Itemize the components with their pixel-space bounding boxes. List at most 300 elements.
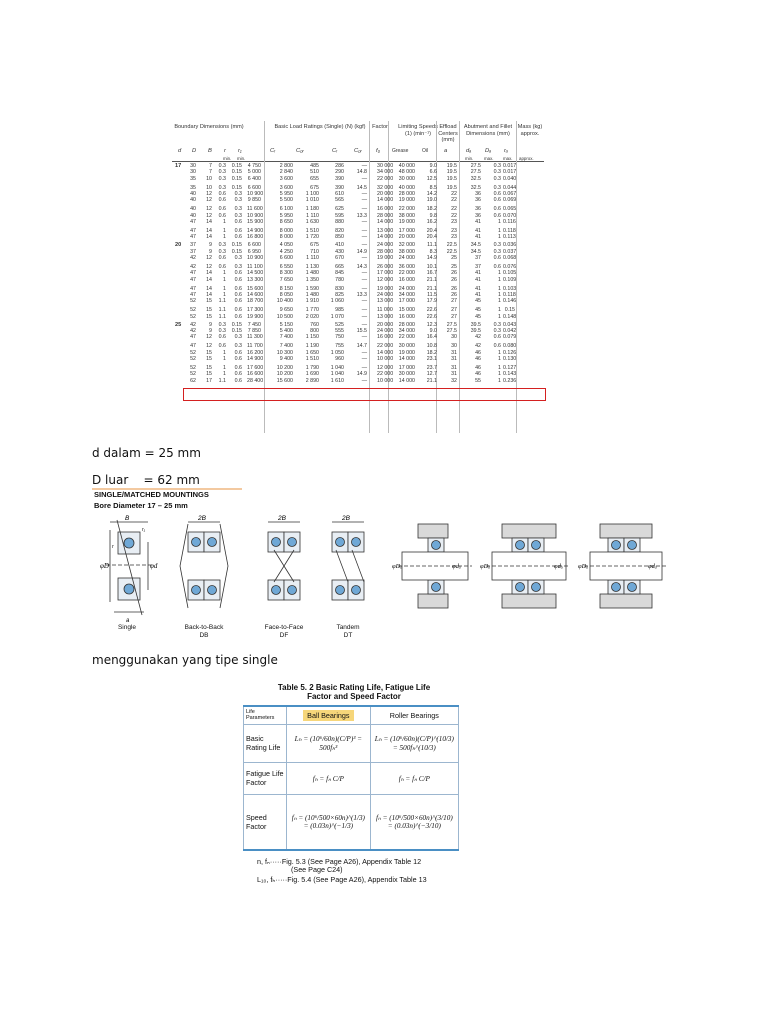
table-cell: 20.4 <box>426 234 437 241</box>
sym-B: B <box>208 148 212 154</box>
table-cell: 4 750 <box>247 163 261 169</box>
table-cell: 10.8 <box>426 343 437 350</box>
table-cell: 0.6 <box>234 307 242 314</box>
table-row <box>172 213 544 219</box>
table-cell: 14 000 <box>398 356 415 362</box>
table-cell: 15 <box>206 356 212 362</box>
table-cell: 31 <box>451 356 457 362</box>
table-cell: 0.3 <box>493 184 501 191</box>
table-cell: — <box>361 255 367 261</box>
table-cell: 31 <box>451 349 457 356</box>
table-row <box>172 191 544 197</box>
table-cell: 1 <box>223 371 226 378</box>
table-cell: 9 850 <box>247 197 261 204</box>
table-cell: 14 000 <box>377 197 394 204</box>
table-cell: 32 000 <box>398 242 415 249</box>
table-cell: 0.3 <box>234 343 242 350</box>
rating-life-table <box>243 683 465 893</box>
table-cell: 8 150 <box>279 285 293 292</box>
table-cell: 20 000 <box>377 190 394 197</box>
table-cell: 47 <box>190 285 196 292</box>
table-cell: 960 <box>335 356 344 362</box>
table-cell: 10 900 <box>247 190 264 197</box>
table-cell: 24 000 <box>377 291 394 298</box>
table-cell: 42 <box>190 328 196 335</box>
table-cell: 47 <box>190 291 196 298</box>
table-cell: 675 <box>310 184 319 191</box>
table-cell: 22 000 <box>398 334 415 341</box>
table-cell: 1 <box>498 365 501 371</box>
bore-diameter: 20 <box>175 242 182 249</box>
table-cell: 6 600 <box>279 255 293 261</box>
row-label: Speed Factor <box>244 794 287 850</box>
table-cell: 17 000 <box>398 365 415 371</box>
table-cell: — <box>361 270 367 277</box>
caption-code: DT <box>343 631 353 639</box>
table-cell: 1 <box>223 285 226 292</box>
table-cell: 17 000 <box>377 270 394 277</box>
table-cell: 7 450 <box>247 321 261 328</box>
table-cell: 28 400 <box>247 377 264 384</box>
table-cell: 1 <box>223 227 226 234</box>
table-cell: 8 300 <box>279 270 293 277</box>
table-cell: 28 000 <box>377 212 394 219</box>
table-row <box>172 228 544 234</box>
table-cell: 710 <box>310 248 319 255</box>
table-cell: 0.043 <box>503 321 517 328</box>
table-cell: 655 <box>310 175 319 182</box>
table-cell: 0.6 <box>234 234 242 241</box>
table-cell: 35 <box>190 175 196 182</box>
table-cell: 485 <box>310 163 319 169</box>
table-cell: 675 <box>310 242 319 249</box>
table-cell: 47 <box>190 218 196 225</box>
note-outer-diameter: D luar = 62 mm <box>92 473 200 487</box>
table-cell: 985 <box>335 307 344 314</box>
table-cell: 825 <box>335 291 344 298</box>
table-cell: 4 250 <box>279 248 293 255</box>
table-cell: 10 400 <box>276 298 293 305</box>
table-cell: 0.6 <box>493 206 501 213</box>
table-cell: 0.065 <box>503 206 517 213</box>
table-cell: 46 <box>475 365 481 371</box>
table-cell: 0.6 <box>218 343 226 350</box>
table-cell: 11 000 <box>377 307 393 314</box>
table-cell: 14 <box>206 218 212 225</box>
tandem-drawing <box>332 522 364 600</box>
table-cell: 0.6 <box>234 298 242 305</box>
table-cell: 7 <box>209 169 212 176</box>
table-cell: 1 110 <box>306 255 319 261</box>
table-cell: — <box>361 377 367 384</box>
table-cell: 6 950 <box>247 248 261 255</box>
table-cell: 0.15 <box>231 321 242 328</box>
table-cell: 0.3 <box>218 248 226 255</box>
table-cell: 14.9 <box>356 248 367 255</box>
table-cell: 1 630 <box>305 218 319 225</box>
table-cell: 37 <box>475 264 481 270</box>
table-cell: 9 <box>209 328 212 335</box>
table-row <box>172 185 544 191</box>
table-cell: 30 000 <box>398 343 415 350</box>
table-cell: 0.113 <box>503 234 516 241</box>
table-cell: 30 000 <box>398 175 415 182</box>
unit-da: min. <box>465 156 474 161</box>
table-cell: 42 <box>190 255 196 261</box>
table-cell: 25 <box>451 255 457 261</box>
table-cell: 1 770 <box>305 307 319 314</box>
table-cell: 0.067 <box>503 190 517 197</box>
bearing-dimension-table <box>172 121 544 433</box>
table-row <box>172 270 544 276</box>
table-cell: 16 600 <box>247 371 264 378</box>
table-cell: 41 <box>475 270 481 277</box>
table-cell: 0.127 <box>503 365 517 371</box>
table-cell: 0.017 <box>503 169 517 176</box>
table-cell: 10 300 <box>276 349 293 356</box>
table-cell: 15 <box>206 371 212 378</box>
label-phi-Da-2: φDₐ <box>480 563 491 570</box>
caption-face-to-face <box>260 624 308 639</box>
header-boundary: Boundary Dimensions (mm) <box>174 124 244 130</box>
table-cell: 1 610 <box>330 377 344 384</box>
table-cell: 595 <box>335 212 344 219</box>
table-cell: 390 <box>335 184 344 191</box>
table-cell: 0.3 <box>493 242 501 249</box>
table-cell: 23 <box>451 218 457 225</box>
table-cell: 10 000 <box>377 356 394 362</box>
table-cell: 15 600 <box>276 377 293 384</box>
table-cell: 0.6 <box>493 197 501 204</box>
table-cell: 7 850 <box>247 328 261 335</box>
table-cell: 17 600 <box>247 365 264 371</box>
table-cell: 1 <box>223 365 226 371</box>
table-cell: 6.6 <box>429 169 437 176</box>
table-cell: 22 <box>451 212 457 219</box>
table-cell: 41 <box>475 276 481 283</box>
table-cell: 14 000 <box>377 349 394 356</box>
table-cell: 625 <box>335 206 344 213</box>
table-cell: 30 000 <box>398 371 415 378</box>
table-cell: 0.6 <box>218 255 226 261</box>
table-row <box>172 334 544 340</box>
table-cell: 45 <box>475 307 481 314</box>
caption-name: Tandem <box>336 624 360 631</box>
table-row <box>172 234 544 240</box>
table-cell: 1 150 <box>305 334 319 341</box>
table-cell: — <box>361 218 367 225</box>
table-cell: 11 600 <box>247 206 263 213</box>
table-cell: 47 <box>190 227 196 234</box>
table-row <box>172 378 544 384</box>
caption-back-to-back <box>180 624 228 639</box>
table-cell: 780 <box>335 276 344 283</box>
table-cell: 1 <box>223 276 226 283</box>
row-label: Basic Rating Life <box>244 724 287 762</box>
table-cell: 0.3 <box>218 321 226 328</box>
table-cell: 1 <box>498 377 501 384</box>
table-cell: 14 000 <box>398 377 415 384</box>
table-cell: 14 900 <box>247 356 264 362</box>
table-cell: 8 000 <box>279 234 293 241</box>
bore-diameter: 17 <box>175 163 182 169</box>
single-bearing-drawing <box>106 520 152 615</box>
table-cell: 46 <box>475 356 481 362</box>
table-cell: 22 000 <box>377 343 394 350</box>
table-cell: 27 <box>451 298 457 305</box>
label-2b-df: 2B <box>278 515 286 522</box>
table-cell: 9.8 <box>429 212 437 219</box>
table-cell: 12 <box>206 343 212 350</box>
caption-code: DB <box>199 631 209 639</box>
table-cell: 32.5 <box>470 184 481 191</box>
footnote-1: n, fₙ·····Fig. 5.3 (See Page A26), Appendix Table 12 <box>257 857 422 866</box>
table-cell: 16 200 <box>247 349 264 356</box>
table-cell: 28 000 <box>398 190 415 197</box>
table-cell: 830 <box>335 285 344 292</box>
col-life-parameters: Life Parameters <box>244 706 287 724</box>
table-cell: 47 <box>190 334 196 341</box>
table-row <box>172 277 544 283</box>
footnote-1b: (See Page C24) <box>291 865 343 874</box>
table-cell: 1 <box>498 227 501 234</box>
table-cell: 20.4 <box>426 227 437 234</box>
table-cell: 1 <box>498 276 501 283</box>
table-cell: 36 <box>475 212 481 219</box>
table-cell: 41 <box>475 291 481 298</box>
table-title-1: Table 5. 2 Basic Rating Life, Fatigue Life <box>277 683 431 692</box>
table-cell: 24 000 <box>377 328 394 335</box>
table-cell: 14 <box>206 234 212 241</box>
table-cell: 0.042 <box>503 328 517 335</box>
table-cell: 0.15 <box>231 175 242 182</box>
table-cell: 0.076 <box>503 264 517 270</box>
table-cell: 48 000 <box>398 169 415 176</box>
table-row <box>172 163 544 169</box>
table-row <box>172 169 544 175</box>
table-cell: 15 <box>206 298 212 305</box>
table-cell: 1 <box>223 270 226 277</box>
table-cell: 13 000 <box>377 298 394 305</box>
table-cell: 880 <box>335 218 344 225</box>
sym-f0: f₀ <box>376 148 381 154</box>
table-cell: 19.5 <box>446 175 457 182</box>
table-cell: 0.6 <box>234 270 242 277</box>
table-cell: 0.6 <box>234 227 242 234</box>
table-cell: 21.1 <box>426 377 437 384</box>
table-cell: 18 700 <box>247 298 264 305</box>
table-cell: 0.3 <box>234 212 242 219</box>
table-row <box>172 343 544 349</box>
table-cell: 10 200 <box>276 371 293 378</box>
table-cell: 17.9 <box>426 298 437 305</box>
sym-da: dₐ <box>466 148 472 154</box>
table-cell: 0.036 <box>503 242 517 249</box>
table-cell: 14 500 <box>247 270 264 277</box>
table-cell: 38 000 <box>398 212 415 219</box>
table-row <box>172 314 544 320</box>
table-cell: 1.1 <box>218 298 226 305</box>
formula-ball-life: Lₕ = (10⁶/60n)(C/P)³ = 500fₕ³ <box>287 724 371 762</box>
table-cell: 52 <box>190 365 196 371</box>
table-cell: 8 650 <box>279 218 293 225</box>
table-cell: 19 000 <box>377 285 394 292</box>
table-cell: 0.6 <box>218 212 226 219</box>
table-cell: 26 <box>451 276 457 283</box>
table-cell: 27 <box>451 313 457 320</box>
table-row <box>172 249 544 255</box>
ball-bearings-label: Ball Bearings <box>303 710 353 721</box>
table-cell: 32.5 <box>470 175 481 182</box>
table-cell: 17 300 <box>247 307 264 314</box>
table-cell: 13.3 <box>356 212 367 219</box>
table-cell: 1 <box>498 298 501 305</box>
table-cell: 19 000 <box>377 255 394 261</box>
table-cell: 0.15 <box>231 328 242 335</box>
table-cell: 22 <box>451 197 457 204</box>
table-row <box>172 255 544 261</box>
table-cell: 6 600 <box>247 184 261 191</box>
table-cell: 22.6 <box>426 307 437 314</box>
table-cell: 19 000 <box>398 218 415 225</box>
table-cell: 40 <box>190 206 196 213</box>
table-cell: 3 600 <box>279 175 293 182</box>
table-cell: 12 <box>206 206 212 213</box>
table-cell: 0.3 <box>493 175 501 182</box>
table-cell: 15 900 <box>247 218 264 225</box>
table-cell: 3 600 <box>279 184 293 191</box>
table-cell: 16.7 <box>426 270 437 277</box>
table-cell: 11 700 <box>247 343 263 350</box>
table-cell: 17 <box>206 377 212 384</box>
label-phi-D: φD <box>100 562 109 570</box>
table-cell: 5 500 <box>279 197 293 204</box>
table-cell: 1 070 <box>330 313 344 320</box>
table-cell: 0.079 <box>503 334 517 341</box>
table-cell: 31 <box>451 371 457 378</box>
table-cell: 19.5 <box>446 169 457 176</box>
table-row <box>172 322 544 328</box>
col-ball-bearings <box>287 706 371 724</box>
table-cell: 0.068 <box>503 255 517 261</box>
table-cell: 820 <box>335 227 344 234</box>
table-cell: 1 <box>498 234 501 241</box>
table-cell: 565 <box>335 197 344 204</box>
table-cell: 0.6 <box>493 334 501 341</box>
table-cell: 22.5 <box>446 248 457 255</box>
table-cell: 1 040 <box>330 371 344 378</box>
table-cell: 28 000 <box>398 321 415 328</box>
table-cell: 0.6 <box>493 264 501 270</box>
table-cell: 0.148 <box>503 313 517 320</box>
table-cell: 41 <box>475 234 481 241</box>
table-row <box>172 292 544 298</box>
table-cell: 22 000 <box>377 175 394 182</box>
table-cell: 47 <box>190 234 196 241</box>
header-effload: Effload Centers (mm) <box>438 124 458 143</box>
table-cell: 25 <box>451 264 457 270</box>
table-cell: 27.5 <box>470 163 481 169</box>
table-cell: 22 000 <box>398 206 415 213</box>
table-cell: 10 500 <box>276 313 293 320</box>
table-cell: 12 000 <box>377 365 394 371</box>
table-header <box>172 121 544 162</box>
table-cell: 22.6 <box>426 313 437 320</box>
table-cell: 15.5 <box>356 328 367 335</box>
table-cell: 7 650 <box>279 276 293 283</box>
table-cell: 37 <box>475 255 481 261</box>
table-cell: — <box>361 307 367 314</box>
table-cell: 47 <box>190 270 196 277</box>
header-abutment: Abutment and Fillet Dimensions (mm) <box>463 124 513 137</box>
table-cell: 41 <box>475 285 481 292</box>
table-cell: 0.6 <box>234 371 242 378</box>
table-cell: 0.3 <box>234 197 242 204</box>
table-cell: 14.7 <box>356 343 367 350</box>
table-cell: 0.6 <box>234 377 242 384</box>
table-cell: 15 000 <box>398 307 415 314</box>
table-cell: 9 <box>209 242 212 249</box>
table-cell: 1 <box>223 234 226 241</box>
table-row <box>172 365 544 371</box>
mountings-title: SINGLE/MATCHED MOUNTINGS <box>94 490 209 499</box>
bore-diameter: 25 <box>175 321 182 328</box>
table-cell: 0.103 <box>503 285 517 292</box>
table-cell: 1 350 <box>305 276 319 283</box>
table-cell: 40 000 <box>398 184 415 191</box>
table-cell: 12.3 <box>426 321 437 328</box>
table-cell: 10 <box>206 184 212 191</box>
mountings-figure <box>92 488 672 638</box>
table-cell: 42 <box>190 321 196 328</box>
table-cell: 0.15 <box>231 163 242 169</box>
sym-r: r <box>224 148 226 154</box>
label-2b-dt: 2B <box>342 515 350 522</box>
table-cell: 0.069 <box>503 197 517 204</box>
table-cell: 24 000 <box>377 242 394 249</box>
table-cell: 0.146 <box>503 298 517 305</box>
table-cell: — <box>361 349 367 356</box>
note-inner-diameter: d dalam = 25 mm <box>92 446 201 460</box>
mounting-single-housing <box>398 524 472 608</box>
caption-code: DF <box>279 631 289 639</box>
table-cell: 9 <box>209 248 212 255</box>
table-cell: 1.1 <box>218 313 226 320</box>
label-2b-db: 2B <box>198 515 206 522</box>
table-cell: 1 <box>223 349 226 356</box>
formula-roller-life: Lₕ = (10⁶/60n)(C/P)^(10/3) = 500fₕ^(10/3) <box>370 724 458 762</box>
table-cell: 23 <box>451 234 457 241</box>
table-cell: 1 060 <box>330 298 344 305</box>
table-cell: — <box>361 365 367 371</box>
table-cell: 13 000 <box>377 313 394 320</box>
table-cell: 14 <box>206 291 212 298</box>
header-mass: Mass (kg) approx. <box>517 124 543 137</box>
table-cell: 0.3 <box>218 328 226 335</box>
table-cell: — <box>361 234 367 241</box>
table-cell: 15 600 <box>247 285 264 292</box>
table-cell: 46 <box>475 349 481 356</box>
table-cell: 52 <box>190 313 196 320</box>
table-cell: 525 <box>335 321 344 328</box>
table-row <box>172 286 544 292</box>
table-cell: — <box>361 298 367 305</box>
table-cell: 755 <box>335 343 344 350</box>
table-cell: 15 <box>206 307 212 314</box>
table-cell: 0.3 <box>493 328 501 335</box>
table-row <box>172 219 544 225</box>
unit-mass: approx. <box>519 156 534 161</box>
